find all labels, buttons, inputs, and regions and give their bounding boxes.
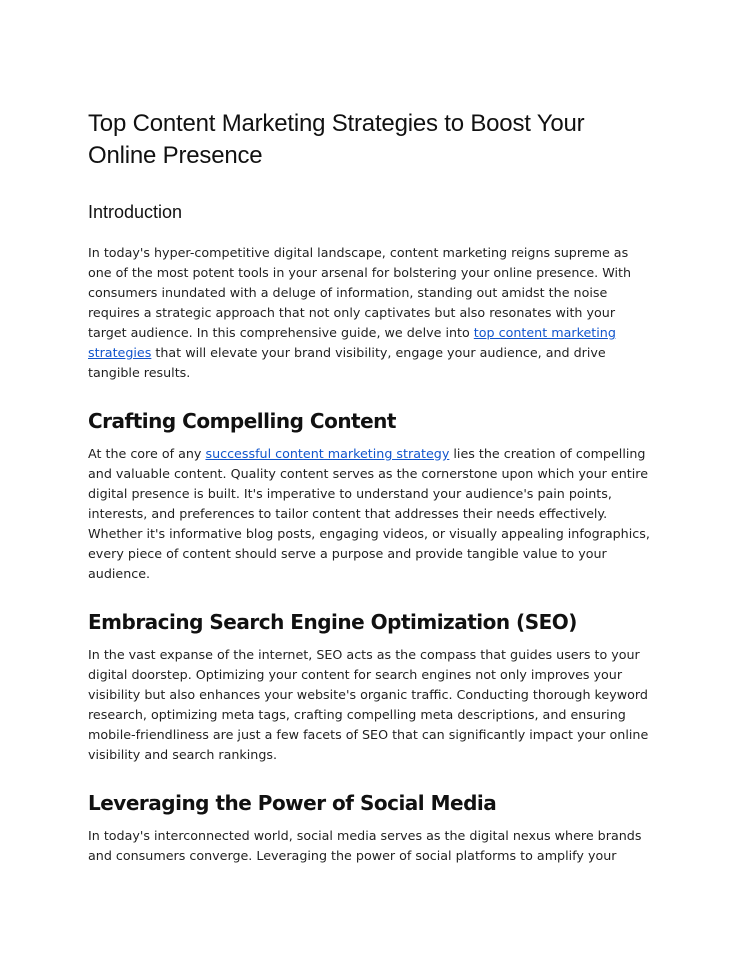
document-page [88, 108, 654, 866]
intro-paragraph [88, 243, 654, 383]
crafting-text-after-link: lies the creation of compelling and valuable content. Quality content serves as the cornerstone upon which your entire digital presence is built. It's imperative to understand your audience's pain points, interests, and preferences to tailor content that addresses their needs effectively. [88, 446, 649, 521]
crafting-text-before-link: At the core of any [88, 446, 206, 461]
section-heading-social-media: Leveraging the Power of Social Media [88, 791, 497, 815]
social-media-paragraph: In today's interconnected world, social media serves as the digital nexus where brands and consumers converge. Leveraging the power of social platforms to amplify your [88, 828, 642, 863]
crafting-content-paragraph-1 [88, 444, 654, 524]
crafting-content-paragraph-2: Whether it's informative blog posts, engaging videos, or visually appealing infographics, every piece of content should serve a purpose and provide tangible value to your audience. [88, 526, 650, 581]
seo-paragraph: In the vast expanse of the internet, SEO acts as the compass that guides users to your digital doorstep. Optimizing your content for search engines not only improves your visibility but also enhances your website's organic traffic. Conducting thorough keyword research, optimizing meta tags, crafting compelling meta descriptions, and ensuring mobile-friendliness are just a few facets of SEO that can significantly impact your online visibility and search rankings. [88, 647, 649, 762]
successful-content-marketing-strategy-link[interactable]: successful content marketing strategy [205, 446, 450, 461]
intro-text-after-link: that will elevate your brand visibility, engage your audience, and drive tangible results. [88, 345, 606, 380]
top-content-marketing-strategies-link[interactable]: top content marketing strategies [88, 325, 616, 360]
document-title: Top Content Marketing Strategies to Boost Your Online Presence [88, 110, 585, 169]
intro-heading: Introduction [88, 202, 183, 222]
section-heading-seo: Embracing Search Engine Optimization (SEO) [88, 610, 577, 634]
section-heading-crafting-content: Crafting Compelling Content [88, 409, 396, 433]
intro-text-before-link: In today's hyper-competitive digital landscape, content marketing reigns supreme as one of the most potent tools in your arsenal for bolstering your online presence. With consumers inundated with a deluge of information, standing out amidst the noise requires a strategic approach that not only captivates but also resonates with your target audience. In this comprehensive guide, we delve into [88, 245, 632, 340]
